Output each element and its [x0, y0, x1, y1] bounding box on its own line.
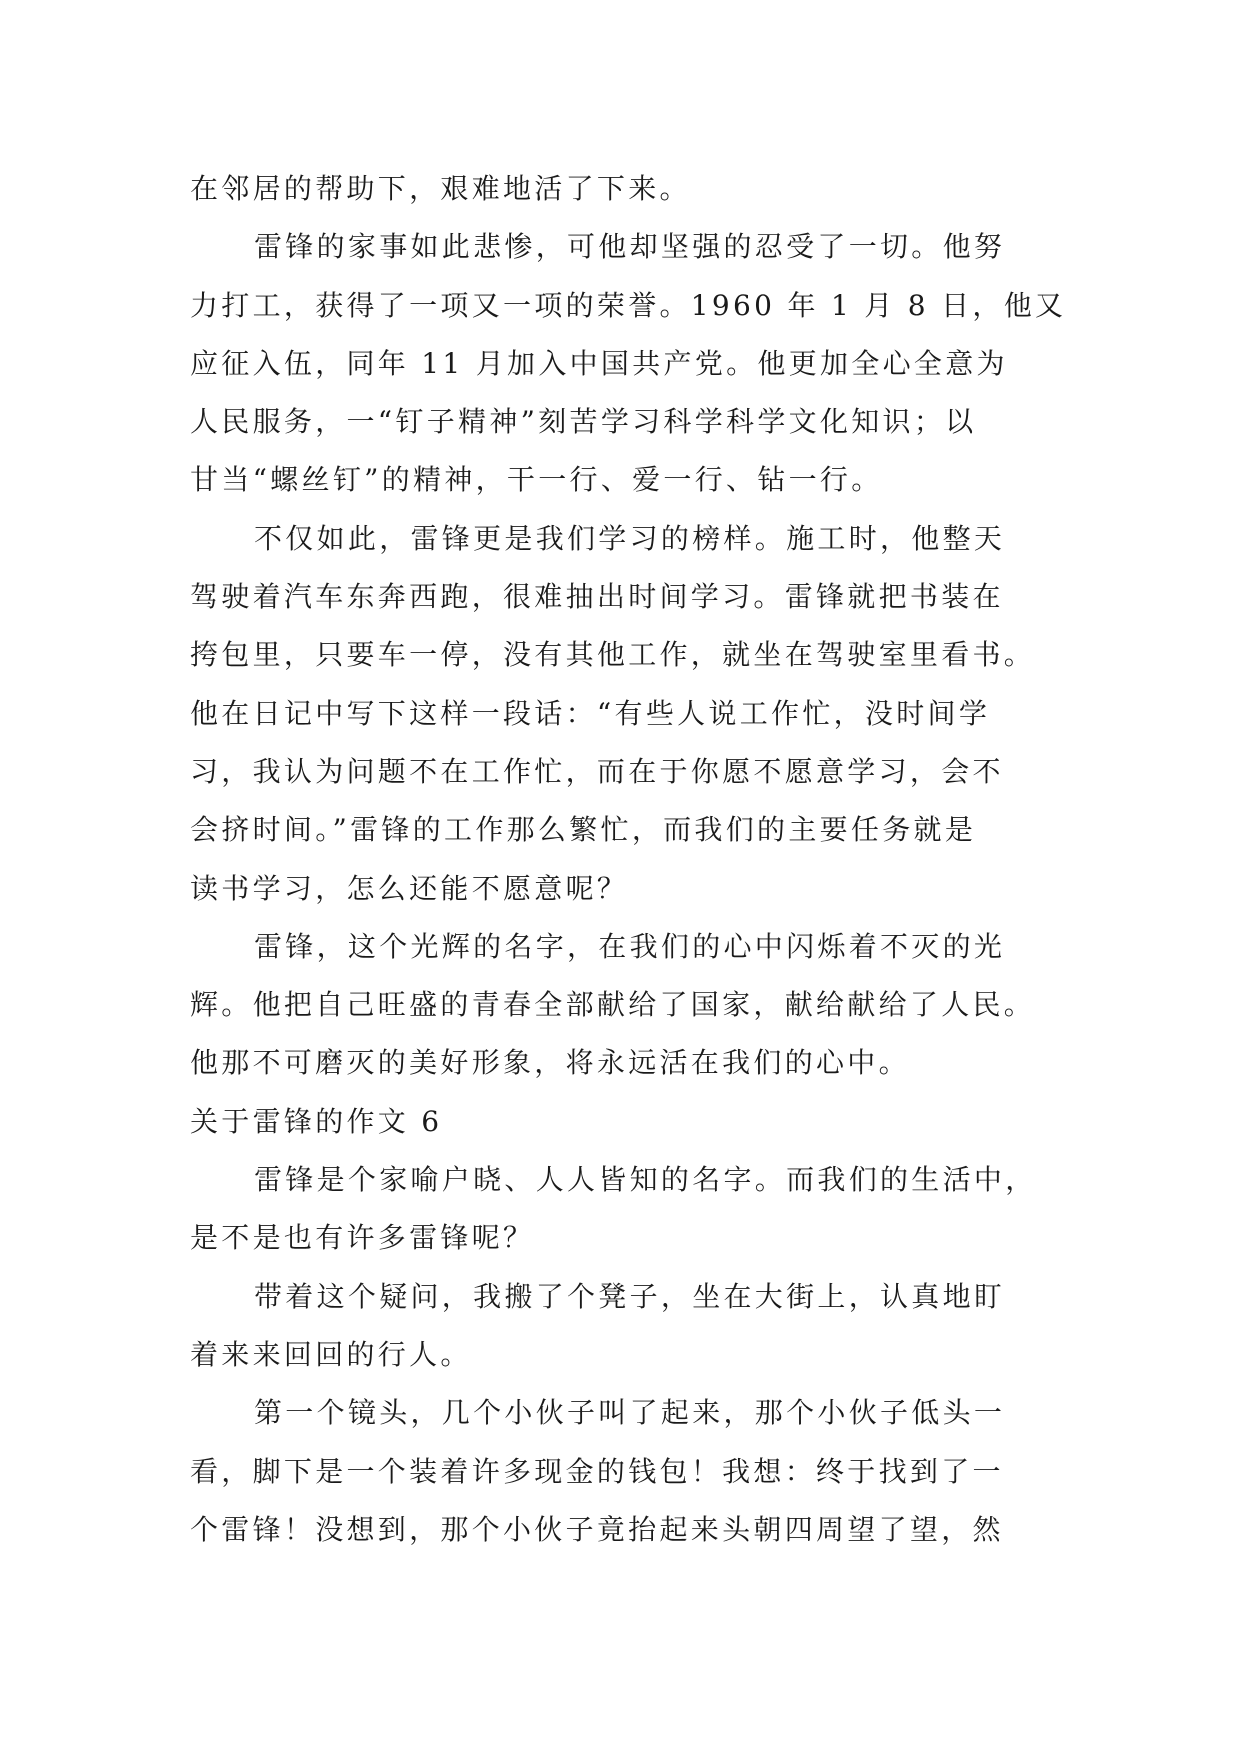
section-heading: 关于雷锋的作文 6	[190, 1104, 443, 1138]
text-line: 着来来回回的行人。	[190, 1337, 472, 1371]
text-line: 驾驶着汽车东奔西跑，很难抽出时间学习。雷锋就把书装在	[190, 580, 1004, 614]
text-line: 人民服务，一“钉子精神”刻苦学习科学科学文化知识；以	[190, 405, 977, 439]
document-body	[190, 160, 1067, 1559]
text-line: 挎包里，只要车一停，没有其他工作，就坐在驾驶室里看书。	[190, 638, 1036, 672]
text-line: 看，脚下是一个装着许多现金的钱包！我想：终于找到了一	[190, 1454, 1004, 1488]
text-line: 会挤时间。”雷锋的工作那么繁忙，而我们的主要任务就是	[190, 813, 977, 847]
text-line: 他在日记中写下这样一段话：“有些人说工作忙，没时间学	[190, 696, 991, 730]
text-line: 雷锋是个家喻户晓、人人皆知的名字。而我们的生活中，	[254, 1163, 1037, 1197]
text-line: 不仅如此，雷锋更是我们学习的榜样。施工时，他整天	[254, 521, 1006, 555]
text-line: 个雷锋！没想到，那个小伙子竟抬起来头朝四周望了望，然	[190, 1512, 1004, 1546]
text-line: 甘当“螺丝钉”的精神，干一行、爱一行、钻一行。	[190, 463, 883, 497]
text-line: 雷锋，这个光辉的名字，在我们的心中闪烁着不灭的光	[254, 929, 1006, 963]
text-line: 辉。他把自己旺盛的青春全部献给了国家，献给献给了人民。	[190, 988, 1036, 1022]
text-line: 第一个镜头，几个小伙子叫了起来，那个小伙子低头一	[254, 1396, 1006, 1430]
text-line: 在邻居的帮助下，艰难地活了下来。	[190, 172, 691, 205]
text-line: 是不是也有许多雷锋呢？	[190, 1221, 535, 1255]
text-line: 习，我认为问题不在工作忙，而在于你愿不愿意学习，会不	[190, 754, 1004, 788]
text-line: 雷锋的家事如此悲惨，可他却坚强的忍受了一切。他努	[254, 230, 1006, 264]
text-line: 应征入伍，同年 11 月加入中国共产党。他更加全心全意为	[190, 346, 1008, 380]
text-line: 带着这个疑问，我搬了个凳子，坐在大街上，认真地盯	[254, 1279, 1006, 1313]
text-line: 他那不可磨灭的美好形象，将永远活在我们的心中。	[190, 1046, 910, 1080]
text-line: 读书学习，怎么还能不愿意呢？	[190, 871, 629, 905]
text-line: 力打工，获得了一项又一项的荣誉。1960 年 1 月 8 日，他又	[190, 288, 1067, 322]
